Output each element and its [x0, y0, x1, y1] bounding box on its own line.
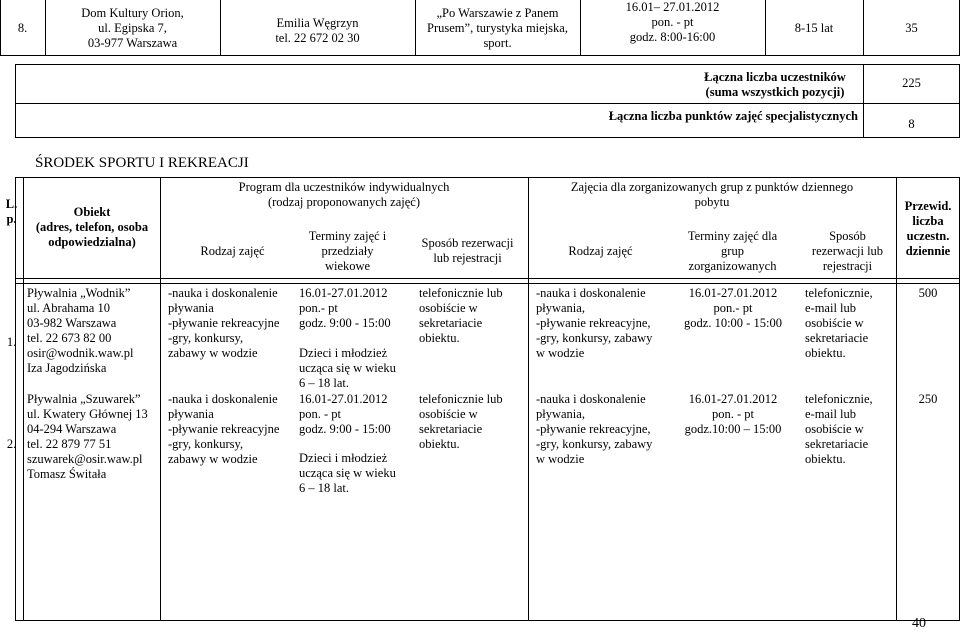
row2-number: 2.: [6, 437, 17, 451]
header-ind-type: Rodzaj zajęć: [200, 244, 265, 258]
row1-org-booking: telefonicznie, e-mail lub osobiście w sekretariacie obiektu.: [805, 286, 873, 360]
participants-label: Łączna liczba uczestników (suma wszystkich pozycji): [704, 70, 846, 99]
header-lp: L. p.: [5, 197, 18, 226]
top-row-contact: Emilia Węgrzyn tel. 22 672 02 30: [275, 16, 360, 45]
row2-expected: 250: [918, 392, 938, 406]
row1-ind-dates: 16.01-27.01.2012 pon.- pt godz. 9:00 - 15:00: [299, 286, 391, 330]
row2-ind-booking: telefonicznie lub osobiście w sekretariacie obiektu.: [419, 392, 503, 451]
specialist-label: Łączna liczba punktów zajęć specjalistycznych: [608, 109, 858, 123]
top-row-dates: 16.01– 27.01.2012 pon. - pt godz. 8:00-16:00: [625, 0, 720, 44]
divider: [15, 278, 960, 279]
participants-value: 225: [902, 76, 921, 90]
row2-ind-type: -nauka i doskonalenie pływania -pływanie rekreacyjne -gry, konkursy, zabawy w wodzie: [168, 392, 280, 466]
header-organized-program: Zajęcia dla zorganizowanych grup z punktów dziennego pobytu: [570, 180, 854, 209]
row1-expected: 500: [918, 286, 938, 300]
row2-org-booking: telefonicznie, e-mail lub osobiście w sekretariacie obiektu.: [805, 392, 873, 466]
row1-ind-age: Dzieci i młodzież ucząca się w wieku 6 – 18 lat.: [299, 346, 396, 390]
top-row-number: 8.: [17, 20, 28, 35]
header-expected-count: Przewid. liczba uczestn. dziennie: [904, 199, 952, 258]
top-row-age: 8-15 lat: [794, 20, 834, 35]
row1-org-type: -nauka i doskonalenie pływania, -pływanie rekreacyjne, -gry, konkursy, zabawy w wodzie: [536, 286, 653, 360]
row1-ind-type: -nauka i doskonalenie pływania -pływanie rekreacyjne -gry, konkursy, zabawy w wodzie: [168, 286, 280, 360]
row2-object: Pływalnia „Szuwarek” ul. Kwatery Głównej 13 04-294 Warszawa tel. 22 879 77 51 szuwarek@osir.waw.pl Tomasz Świtała: [27, 392, 148, 481]
row2-ind-age: Dzieci i młodzież ucząca się w wieku 6 – 18 lat.: [299, 451, 396, 495]
header-individual-program: Program dla uczestników indywidualnych (rodzaj proponowanych zajęć): [238, 180, 450, 209]
divider: [15, 283, 960, 284]
row2-org-type: -nauka i doskonalenie pływania, -pływanie rekreacyjne, -gry, konkursy, zabawy w wodzie: [536, 392, 653, 466]
row1-org-terms: 16.01-27.01.2012 pon.- pt godz. 10:00 - 15:00: [684, 286, 782, 330]
row1-number: 1.: [6, 335, 17, 349]
section-title: ŚRODEK SPORTU I REKREACJI: [35, 155, 249, 171]
header-ind-booking: Sposób rezerwacji lub rejestracji: [421, 236, 514, 265]
top-row-count: 35: [905, 20, 918, 35]
row1-ind-booking: telefonicznie lub osobiście w sekretariacie obiektu.: [419, 286, 503, 345]
header-org-terms: Terminy zajęć dla grup zorganizowanych: [687, 229, 778, 273]
row1-object: Pływalnia „Wodnik” ul. Abrahama 10 03-982 Warszawa tel. 22 673 82 00 osir@wodnik.waw.pl Iza Jagodzińska: [27, 286, 134, 375]
top-row-venue: Dom Kultury Orion, ul. Egipska 7, 03-977 Warszawa: [81, 6, 184, 50]
header-object: Obiekt (adres, telefon, osoba odpowiedzialna): [35, 205, 149, 249]
header-org-booking: Sposób rezerwacji lub rejestracji: [811, 229, 884, 273]
page-number: 40: [912, 616, 926, 631]
row2-ind-dates: 16.01-27.01.2012 pon. - pt godz. 9:00 - 15:00: [299, 392, 391, 436]
header-org-type: Rodzaj zajęć: [568, 244, 633, 258]
header-ind-terms: Terminy zajęć i przedziały wiekowe: [308, 229, 387, 273]
divider: [15, 103, 960, 104]
top-row-program: „Po Warszawie z Panem Prusem”, turystyka miejska, sport.: [427, 6, 568, 50]
specialist-value: 8: [908, 117, 915, 131]
row2-org-terms: 16.01-27.01.2012 pon. - pt godz.10:00 – 15:00: [684, 392, 782, 436]
